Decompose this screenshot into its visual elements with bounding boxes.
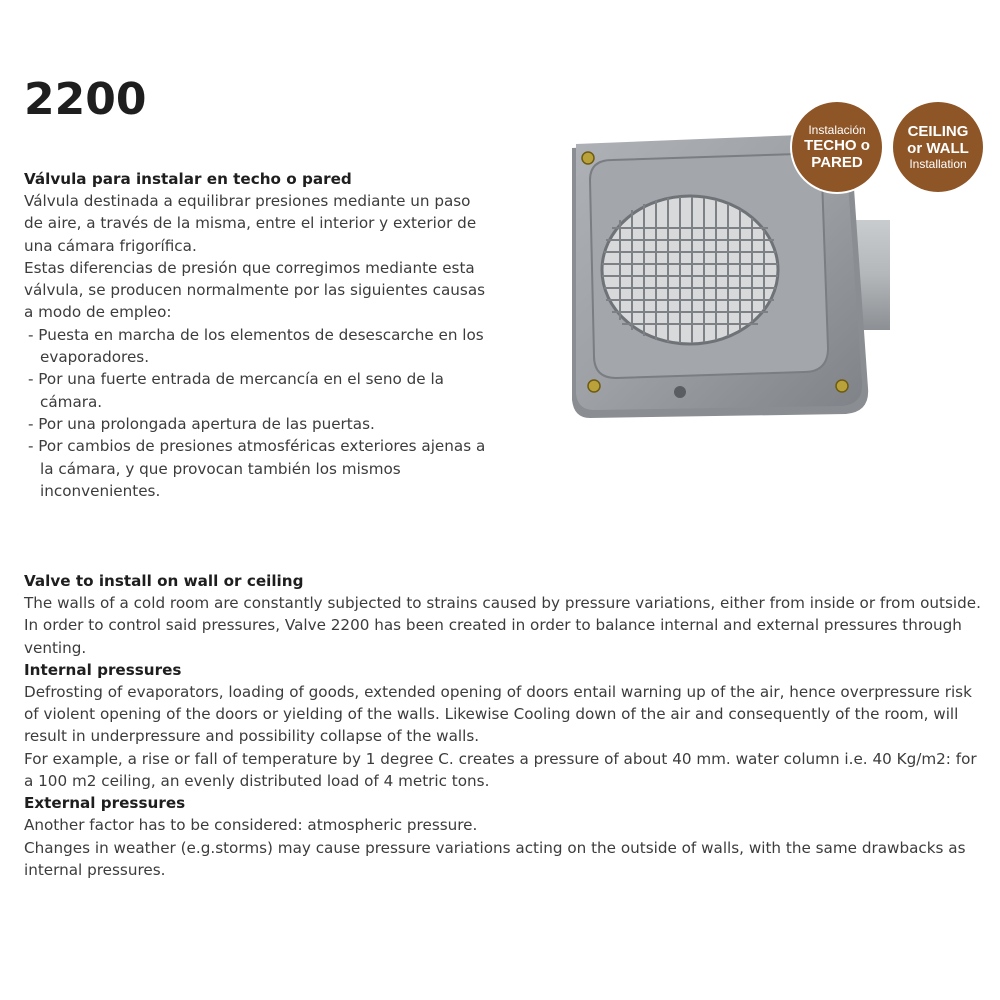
english-heading: Valve to install on wall or ceiling bbox=[24, 572, 304, 590]
external-pressures-paragraph-1: Another factor has to be considered: atmospheric pressure. bbox=[24, 816, 478, 835]
internal-pressures-paragraph-2: For example, a rise or fall of temperature by 1 degree C. creates a pressure of about 40 mm. water column i.e. 40 Kg/m2: for a 100 m2 ceiling, an evenly distributed load of 4 metric tons. bbox=[24, 749, 977, 791]
badge-english-installation: CEILING or WALL Installation bbox=[893, 102, 983, 192]
spanish-causes: Estas diferencias de presión que corregimos mediante esta válvula, se producen normalmente por las siguientes causas a modo de empleo: bbox=[24, 258, 486, 322]
spanish-intro: Válvula destinada a equilibrar presiones mediante un paso de aire, a través de la misma, entre el interior y exterior de una cámara frigorífica. bbox=[24, 192, 477, 255]
badge-spanish-installation: Instalación TECHO o PARED bbox=[792, 102, 882, 192]
spanish-cause-list bbox=[24, 324, 494, 502]
english-paragraph-2: In order to control said pressures, Valve 2200 has been created in order to balance internal and external pressures through venting. bbox=[24, 616, 962, 657]
list-item: - Por cambios de presiones atmosféricas exteriores ajenas a la cámara, y que provocan también los mismos inconvenientes. bbox=[28, 437, 486, 500]
list-item: - Por una fuerte entrada de mercancía en el seno de la cámara. bbox=[28, 370, 444, 411]
list-item: - Puesta en marcha de los elementos de desescarche en los evaporadores. bbox=[28, 325, 484, 367]
english-paragraph-1: The walls of a cold room are constantly subjected to strains caused by pressure variations, either from inside or from outside. bbox=[24, 594, 981, 612]
list-item: - Por una prolongada apertura de las puertas. bbox=[28, 414, 375, 433]
external-pressures-heading: External pressures bbox=[24, 794, 186, 813]
spanish-description bbox=[24, 168, 494, 502]
model-number: 2200 bbox=[24, 74, 147, 125]
spanish-heading: Válvula para instalar en techo o pared bbox=[24, 170, 352, 188]
external-pressures-paragraph-2: Changes in weather (e.g.storms) may cause pressure variations acting on the outside of walls, with the same drawbacks as internal pressures. bbox=[24, 838, 966, 879]
internal-pressures-heading: Internal pressures bbox=[24, 660, 182, 679]
internal-pressures-paragraph-1: Defrosting of evaporators, loading of goods, extended opening of doors entail warning up of the air, hence overpressure risk of violent opening of the doors or yielding of the walls. Likewise Cooling down of the air and consequently of the room, will result in underpressure and possibility collapse of the walls. bbox=[24, 682, 972, 746]
english-description bbox=[24, 570, 984, 881]
